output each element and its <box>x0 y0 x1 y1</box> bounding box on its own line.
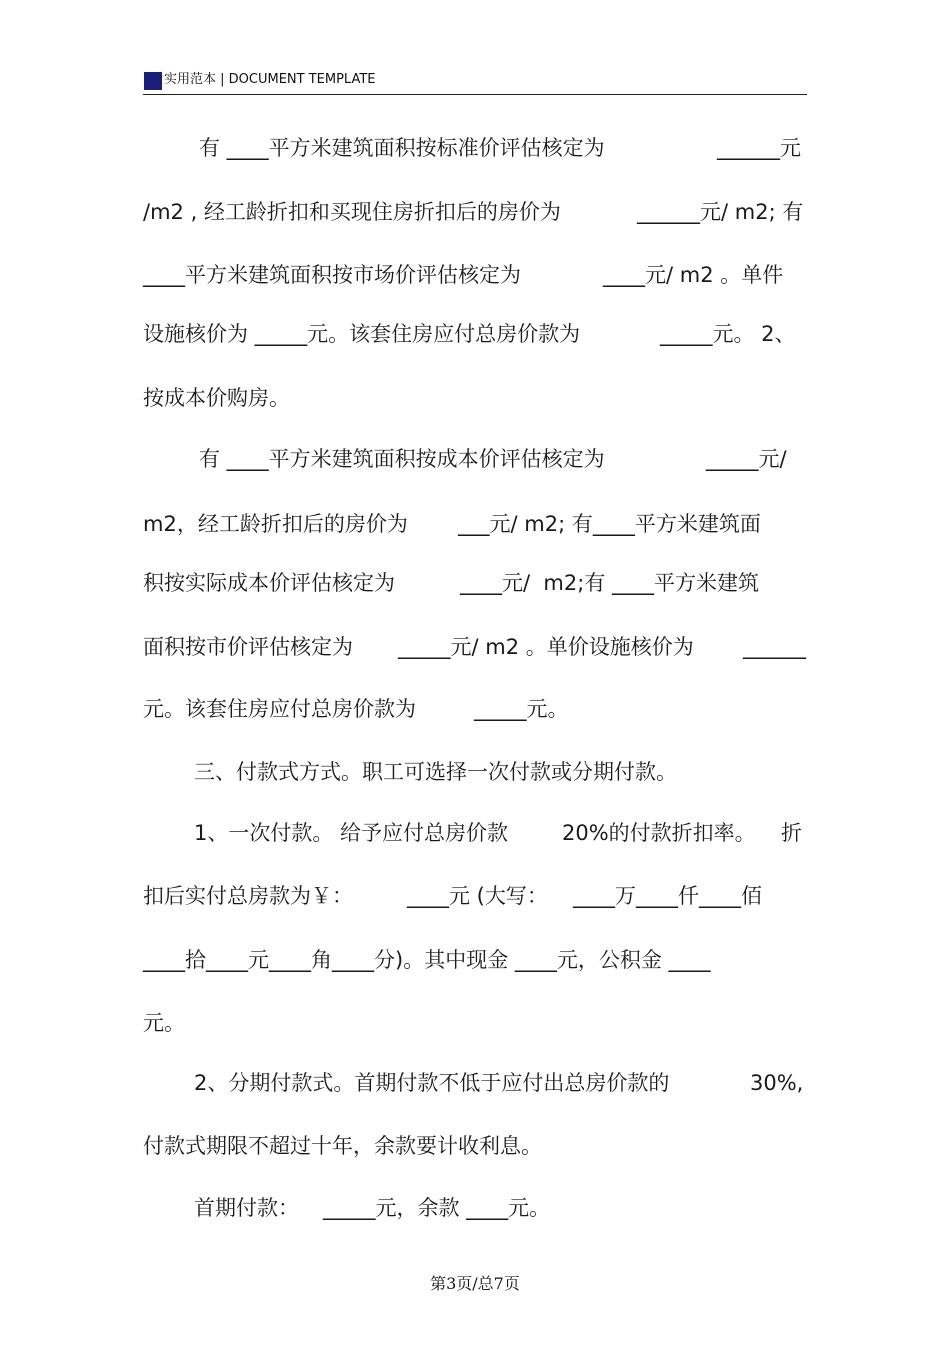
paragraph-line-6 <box>143 445 807 473</box>
paragraph-line-12 <box>143 819 807 847</box>
text-segment: _____元/ m2 。单价设施核价为 <box>398 635 694 659</box>
text-segment: 首期付款： <box>194 1196 299 1220</box>
paragraph-line-2 <box>143 198 807 226</box>
paragraph-line-15 <box>143 1009 807 1037</box>
text-segment: ______ <box>743 635 806 659</box>
text-segment: 有 ____平方米建筑面积按成本价评估核定为 <box>199 447 605 471</box>
text-segment: ____拾____元____角____分)。其中现金 ____元，公积金 ____ <box>143 948 711 972</box>
text-segment: ____万____仟____佰 <box>573 884 762 908</box>
text-segment: 按成本价购房。 <box>143 386 290 410</box>
text-segment: ____元 (大写： <box>407 884 548 908</box>
header-logo-mark <box>144 72 162 90</box>
text-segment: 折 <box>781 821 802 845</box>
paragraph-line-1 <box>143 134 807 162</box>
paragraph-line-10 <box>143 695 807 723</box>
text-segment: _____元。 <box>474 697 569 721</box>
paragraph-line-5 <box>143 384 807 412</box>
text-segment: _____元/ <box>706 447 787 471</box>
text-segment: 20%的付款折扣率。 <box>562 821 756 845</box>
page-number-footer: 第3页/总7页 <box>430 1274 520 1293</box>
paragraph-line-17 <box>143 1132 807 1160</box>
paragraph-line-13 <box>143 882 807 910</box>
text-segment: ______元 <box>717 136 801 160</box>
text-segment: 元。该套住房应付总房价款为 <box>143 697 416 721</box>
text-segment: 30%, <box>750 1071 804 1095</box>
document-header <box>143 68 807 95</box>
text-segment: 三、付款式方式。职工可选择一次付款或分期付款。 <box>194 760 677 784</box>
paragraph-line-3 <box>143 261 807 289</box>
paragraph-line-14 <box>143 946 807 974</box>
paragraph-line-18 <box>143 1194 807 1222</box>
text-segment: ____元/ m2;有 ____平方米建筑 <box>460 571 759 595</box>
text-segment: 元。 <box>143 1011 185 1035</box>
text-segment: ___元/ m2; 有____平方米建筑面 <box>458 512 761 536</box>
text-segment: 设施核价为 _____元。该套住房应付总房价款为 <box>143 322 581 346</box>
paragraph-line-7 <box>143 510 807 538</box>
paragraph-line-9 <box>143 633 807 661</box>
paragraph-line-4 <box>143 320 807 348</box>
text-segment: 付款式期限不超过十年，余款要计收利息。 <box>143 1134 542 1158</box>
text-segment: 扣后实付总房款为￥： <box>143 884 353 908</box>
text-segment: 1、一次付款。 给予应付总房价款 <box>194 821 509 845</box>
text-segment: 2、分期付款式。首期付款不低于应付出总房价款的 <box>194 1071 670 1095</box>
text-segment: _____元，余款 ____元。 <box>323 1196 551 1220</box>
header-title: 实用范本 | DOCUMENT TEMPLATE <box>164 72 376 87</box>
text-segment: 有 ____平方米建筑面积按标准价评估核定为 <box>199 136 605 160</box>
text-segment: 积按实际成本价评估核定为 <box>143 571 395 595</box>
text-segment: ____元/ m2 。单件 <box>603 263 784 287</box>
text-segment: ______元/ m2; 有 <box>637 200 804 224</box>
text-segment: m2，经工龄折扣后的房价为 <box>143 512 408 536</box>
paragraph-line-16 <box>143 1069 807 1097</box>
text-segment: /m2 , 经工龄折扣和买现住房折扣后的房价为 <box>143 200 561 224</box>
text-segment: _____元。 2、 <box>660 322 796 346</box>
text-segment: ____平方米建筑面积按市场价评估核定为 <box>143 263 521 287</box>
paragraph-line-11 <box>143 758 807 786</box>
text-segment: 面积按市价评估核定为 <box>143 635 353 659</box>
paragraph-line-8 <box>143 569 807 597</box>
